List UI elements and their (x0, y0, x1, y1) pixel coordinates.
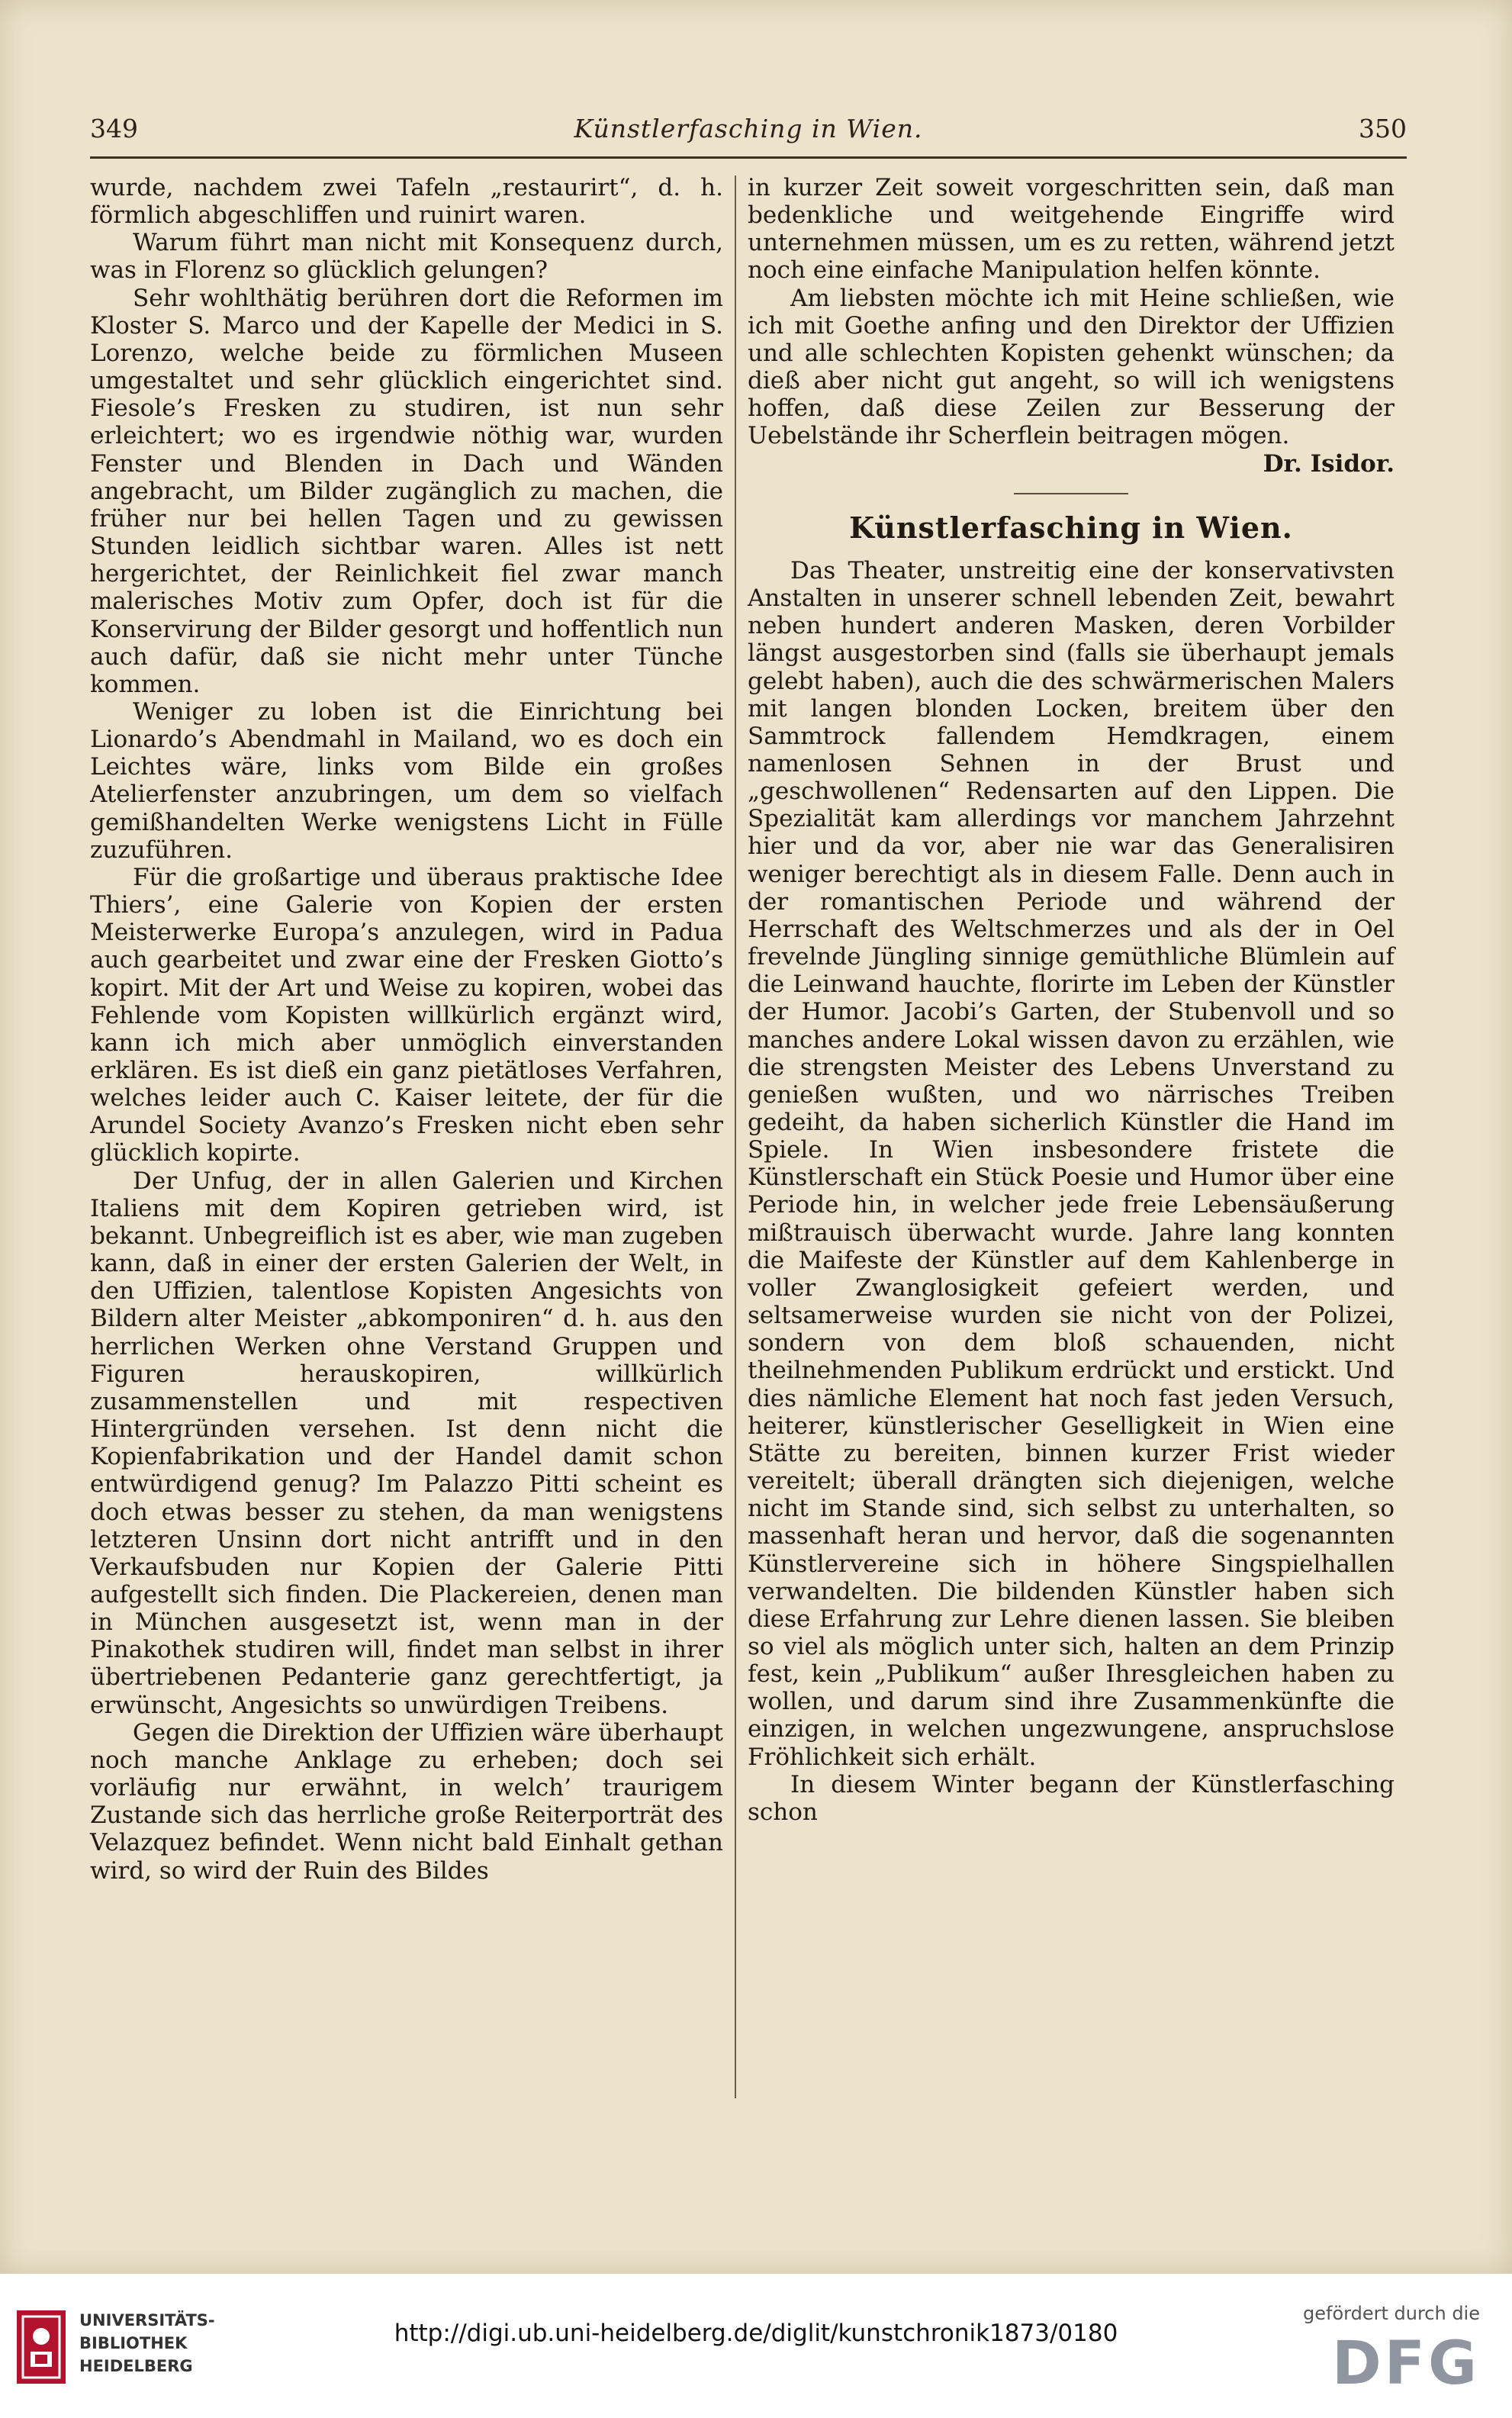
paragraph: In diesem Winter begann der Künstlerfasching schon (748, 1770, 1395, 1826)
paragraph: Sehr wohlthätig berühren dort die Reformen im Kloster S. Marco und der Kapelle der Medici in S. Lorenzo, welche beide zu förmlichen Museen umgestaltet und sehr glücklich eingerichtet sind. Fiesole’s Fresken zu studiren, ist nun sehr erleichtert; wo es irgendwie nöthig war, wurden Fenster und Blenden in Dach und Wänden angebracht, um Bilder zugänglich zu machen, die früher nur bei hellen Tagen und zu gewissen Stunden leidlich sichtbar waren. Alles ist nett hergerichtet, der Reinlichkeit fiel zwar manch malerisches Motiv zum Opfer, doch ist für die Konservirung der Bilder gesorgt und hoffentlich nun auch dafür, daß sie nicht mehr unter Tünche kommen. (90, 284, 723, 698)
header-rule (90, 156, 1407, 159)
page-number-right: 350 (1359, 114, 1407, 143)
paragraph: Das Theater, unstreitig eine der konservativsten Anstalten in unserer schnell lebenden Zeit, bewahrt neben hundert anderen Masken, deren Vorbilder längst ausgestorben sind (falls sie überhaupt jemals gelebt haben), auch die des schwärmerischen Malers mit langen blonden Locken, breitem über den Sammtrock fallendem Hemdkragen, einem namenlosen Sehnen in der Brust und „geschwollenen“ Redensarten auf den Lippen. Die Spezialität kam allerdings vor manchem Jahrzehnt hier und da vor, aber nie war das Generalisiren weniger berechtigt als in diesem Falle. Denn auch in der romantischen Periode und während der Herrschaft des Weltschmerzes und als der in Oel frevelnde Jüngling sinnige gemüthliche Blümlein auf die Leinwand hauchte, florirte im Leben der Künstler der Humor. Jacobi’s Garten, der Stubenvoll und so manches andere Lokal wissen davon zu erzählen, wie die strengsten Meister des Lebens Unverstand zu genießen wußten, und wo närrisches Treiben gedeiht, da haben sicherlich Künstler die Hand im Spiele. In Wien insbesondere fristete die Künstlerschaft ein Stück Poesie und Humor über eine Periode hin, in welcher jede freie Lebensäußerung mißtrauisch überwacht wurde. Jahre lang konnten die Maifeste der Künstler auf dem Kahlenberge in voller Zwanglosigkeit gefeiert werden, und seltsamerweise wurden sie nicht von der Polizei, sondern von dem bloß schauenden, nicht theilnehmenden Publikum erdrückt und erstickt. Und dies nämliche Element hat noch fast jeden Versuch, heiterer, künstlerischer Geselligkeit in Wien eine Stätte zu bereiten, binnen kurzer Frist wieder vereitelt; überall drängten sich diejenigen, welche nicht im Stande sind, sich selbst zu unterhalten, so massenhaft heran und hervor, daß die sogenannten Künstlervereine sich in höhere Singspielhallen verwandelten. Die bildenden Künstler haben sich diese Erfahrung zur Lehre dienen lassen. Sie bleiben so viel als möglich unter sich, halten an dem Prinzip fest, kein „Publikum“ außer Ihresgleichen haben zu wollen, und darum sind ihre Zusammenkünfte die einzigen, in welchen ungezwungene, anspruchslose Fröhlichkeit sich erhält. (748, 556, 1395, 1771)
dfg-logo: DFG (1331, 2329, 1480, 2398)
right-column (748, 174, 1395, 1826)
section-divider (1014, 493, 1128, 494)
column-separator (735, 175, 736, 2098)
paragraph: wurde, nachdem zwei Tafeln „restaurirt“, d. h. förmlich abgeschliffen und ruinirt waren. (90, 174, 723, 230)
paragraph: Warum führt man nicht mit Konsequenz durch, was in Florenz so glücklich gelungen? (90, 229, 723, 285)
library-name-line: HEIDELBERG (79, 2357, 193, 2375)
paragraph: in kurzer Zeit soweit vorgeschritten sein, daß man bedenkliche und weitgehende Eingriffe wird unternehmen müssen, um es zu retten, während jetzt noch eine einfache Manipulation helfen könnte. (748, 174, 1395, 285)
paragraph: Am liebsten möchte ich mit Heine schließen, wie ich mit Goethe anfing und den Direktor der Uffizien und alle schlechten Kopisten gehenkt wünschen; da dieß aber nicht gut angeht, so will ich wenigstens hoffen, daß diese Zeilen zur Besserung der Uebelstände ihr Scherflein beitragen mögen. (748, 284, 1395, 450)
article-title: Künstlerfasching in Wien. (849, 510, 1293, 545)
paragraph: Für die großartige und überaus praktische Idee Thiers’, eine Galerie von Kopien der ersten Meisterwerke Europa’s anzulegen, wird in Padua auch gearbeitet und zwar eine der Fresken Giotto’s kopirt. Mit der Art und Weise zu kopiren, wobei das Fehlende vom Kopisten willkürlich ergänzt wird, kann ich mich aber unmöglich einverstanden erklären. Es ist dieß ein ganz pietätloses Verfahren, welches leider auch C. Kaiser leitete, der für die Arundel Society Avanzo’s Fresken nicht eben sehr glücklich kopirte. (90, 863, 723, 1167)
left-column (90, 174, 723, 1885)
paragraph: Gegen die Direktion der Uffizien wäre überhaupt noch manche Anklage zu erheben; doch sei vorläufig nur erwähnt, in welch’ traurigem Zustande sich das herrliche große Reiterporträt des Velazquez befindet. Wenn nicht bald Einhalt gethan wird, so wird der Ruin des Bildes (90, 1718, 723, 1885)
page-number-left: 349 (90, 114, 138, 143)
library-name-line: UNIVERSITÄTS- (79, 2311, 215, 2329)
paragraph: Weniger zu loben ist die Einrichtung bei Lionardo’s Abendmahl in Mailand, wo es doch ein Leichtes wäre, links vom Bilde ein großes Atelierfenster anzubringen, um dem so vielfach gemißhandelten Werke wenigstens Licht in Fülle zuzuführen. (90, 697, 723, 864)
library-name-line: BIBLIOTHEK (79, 2334, 188, 2352)
source-url-link[interactable]: http://digi.ub.uni-heidelberg.de/diglit/kunstchronik1873/0180 (394, 2320, 1118, 2347)
running-header (90, 111, 1407, 153)
funding-caption: gefördert durch die (1303, 2303, 1480, 2324)
running-title: Künstlerfasching in Wien. (574, 114, 923, 143)
author-signature: Dr. Isidor. (1263, 449, 1395, 478)
paragraph: Der Unfug, der in allen Galerien und Kirchen Italiens mit dem Kopiren getrieben wird, ist bekannt. Unbegreiflich ist es aber, wie man zugeben kann, daß in einer der ersten Galerien der Welt, in den Uffizien, talentlose Kopisten Angesichts von Bildern alter Meister „abkomponiren“ d. h. aus den herrlichen Werken ohne Verstand Gruppen und Figuren herauskopiren, willkürlich zusammenstellen und mit respectiven Hintergründen versehen. Ist denn nicht die Kopienfabrikation und der Handel damit schon entwürdigend genug? Im Palazzo Pitti scheint es doch etwas besser zu stehen, da man wenigstens letzteren Unsinn dort nicht antrifft und in den Verkaufsbuden nur Kopien der Galerie Pitti aufgestellt sich finden. Die Plackereien, denen man in München ausgesetzt ist, wenn man in der Pinakothek studiren will, findet man selbst in ihrer übertriebenen Pedanterie ganz gerechtfertigt, ja erwünscht, Angesichts so unwürdigen Treibens. (90, 1167, 723, 1719)
digitization-footer (0, 2274, 1512, 2418)
